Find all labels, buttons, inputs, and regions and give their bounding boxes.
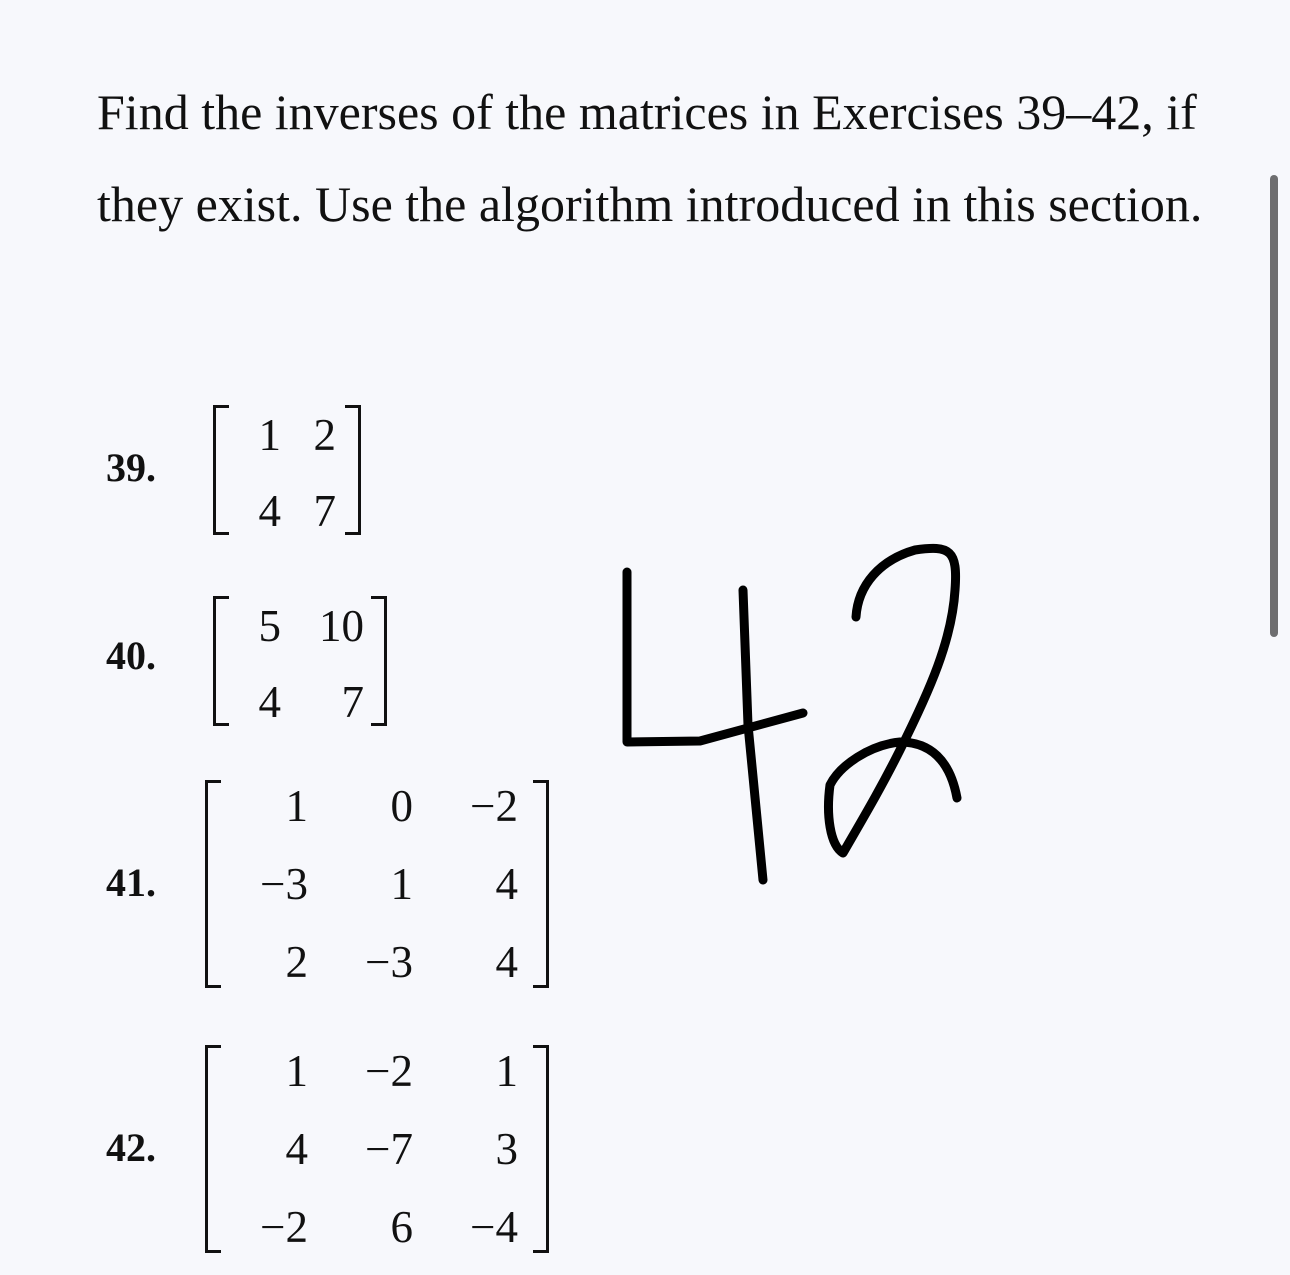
- handwritten-digit-4-stem: [743, 590, 763, 880]
- matrix-cell: 1: [285, 1046, 308, 1096]
- matrix-cell: −2: [470, 781, 518, 831]
- exercise-number: 39.: [106, 445, 156, 490]
- matrix-39: [213, 405, 361, 535]
- matrix-cell: −2: [260, 1202, 308, 1252]
- matrix-row: [208, 928, 546, 996]
- handwritten-annotation: [600, 535, 990, 895]
- matrix-cell: −3: [260, 859, 308, 909]
- matrix-cell: 2: [313, 410, 336, 460]
- matrix-row: [208, 1037, 546, 1105]
- exercise-39: [0, 400, 700, 550]
- exercise-instructions: Find the inverses of the matrices in Exercises 39–42, if they exist. Use the algorithm introduced in this section.: [97, 84, 1203, 232]
- matrix-row: [216, 477, 358, 545]
- matrix-cell: 7: [313, 486, 336, 536]
- matrix-cell: 1: [285, 781, 308, 831]
- matrix-40: [213, 596, 387, 726]
- matrix-row: [208, 772, 546, 840]
- matrix-cell: 1: [258, 410, 281, 460]
- exercise-40: [0, 588, 700, 738]
- matrix-cell: 10: [319, 601, 364, 651]
- matrix-row: [208, 1115, 546, 1183]
- exercise-number: 41.: [106, 860, 156, 905]
- matrix-cell: 7: [341, 677, 364, 727]
- matrix-row: [216, 401, 358, 469]
- matrix-42: [205, 1045, 549, 1253]
- matrix-cell: 4: [258, 677, 281, 727]
- matrix-cell: 5: [258, 601, 281, 651]
- matrix-cell: 4: [285, 1124, 308, 1174]
- matrix-cell: 4: [495, 859, 518, 909]
- matrix-41: [205, 780, 549, 988]
- handwritten-digit-2: [829, 548, 957, 853]
- exercise-41: [0, 775, 700, 995]
- matrix-cell: −3: [365, 937, 413, 987]
- matrix-cell: 3: [495, 1124, 518, 1174]
- matrix-cell: −7: [365, 1124, 413, 1174]
- matrix-row: [208, 1193, 546, 1261]
- matrix-cell: 1: [390, 859, 413, 909]
- matrix-row: [208, 850, 546, 918]
- exercise-number: 42.: [106, 1125, 156, 1170]
- matrix-cell: 4: [258, 486, 281, 536]
- exercise-42: [0, 1040, 700, 1260]
- matrix-row: [216, 668, 384, 736]
- handwritten-digit-4: [627, 572, 803, 742]
- matrix-cell: 6: [390, 1202, 413, 1252]
- matrix-cell: −2: [365, 1046, 413, 1096]
- matrix-cell: −4: [470, 1202, 518, 1252]
- matrix-cell: 0: [390, 781, 413, 831]
- matrix-row: [216, 592, 384, 660]
- matrix-cell: 1: [495, 1046, 518, 1096]
- matrix-cell: 2: [285, 937, 308, 987]
- matrix-cell: 4: [495, 937, 518, 987]
- vertical-scrollbar[interactable]: [1270, 175, 1278, 637]
- exercise-number: 40.: [106, 633, 156, 678]
- scrollbar-thumb[interactable]: [1270, 175, 1278, 637]
